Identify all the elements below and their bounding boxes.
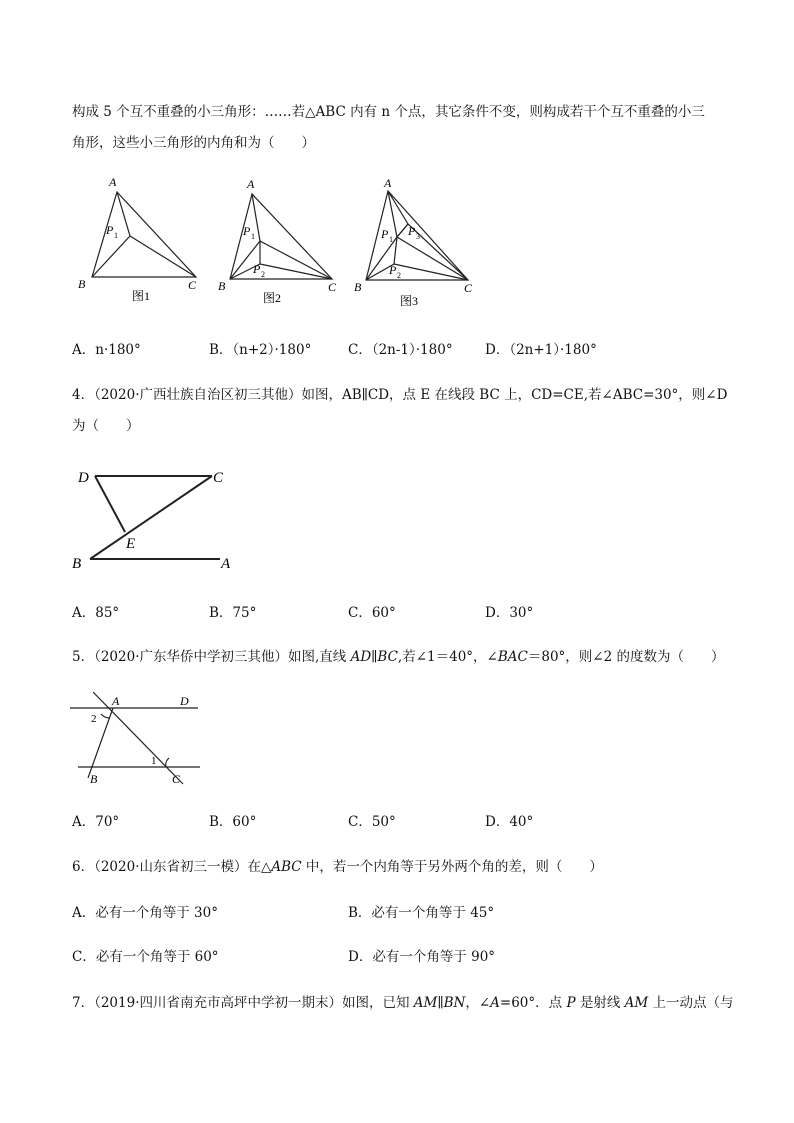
q4-option-c[interactable]: C．60° (348, 605, 396, 621)
fig3-label-p2-sub: 2 (397, 271, 401, 280)
fig2-label-p2: P (253, 262, 261, 276)
fig3-label-p1: P (381, 227, 389, 241)
fig1-label-p1-sub: 1 (114, 231, 118, 240)
fig3-caption: 图3 (400, 294, 419, 308)
q7-text-line1 (72, 993, 734, 1013)
q5-text-suffix: ＝80°，则∠2 的度数为（ ） (527, 649, 725, 665)
q3-option-c[interactable]: C．（2n-1）·180° (348, 342, 453, 358)
q6-option-a[interactable]: A．必有一个角等于 30° (72, 905, 218, 921)
q7-text-mid3: 是射线 (575, 995, 625, 1011)
q4-label-c: C (213, 470, 224, 486)
fig1-caption: 图1 (132, 289, 151, 303)
q7-text-bn: BN (443, 995, 466, 1011)
q4-label-a: A (221, 556, 231, 572)
q3-figure-3 (350, 172, 490, 312)
q7-text-mid2: =60°．点 (499, 995, 567, 1011)
fig2-label-c: C (328, 280, 337, 294)
q5-text-mid: ,若∠1＝40°，∠ (397, 649, 498, 665)
q6-option-d[interactable]: D．必有一个角等于 90° (348, 949, 496, 965)
fig2-label-a: A (247, 177, 255, 191)
q4-option-a[interactable]: A．85° (72, 605, 120, 621)
q4-text-line2: 为（ ） (72, 418, 140, 434)
q5-text-bc: BC (377, 649, 398, 665)
q3-text-line2: 角形，这些小三角形的内角和为（ ） (72, 135, 315, 151)
q5-text-prefix: 5．（2020·广东华侨中学初三其他）如图,直线 (72, 649, 351, 665)
fig3-label-p1-sub: 1 (389, 235, 393, 244)
fig2-label-b: B (218, 279, 226, 293)
fig3-label-c: C (464, 281, 473, 295)
q5-text-line1 (72, 647, 724, 667)
fig2-label-p1: P (243, 224, 251, 238)
q7-text-am: AM (413, 995, 438, 1011)
q5-option-c[interactable]: C．50° (348, 814, 396, 830)
fig1-label-a: A (109, 175, 117, 189)
fig2-label-p1-sub: 1 (251, 232, 255, 241)
fig1-label-p1: P (106, 223, 114, 237)
q6-option-c[interactable]: C．必有一个角等于 60° (72, 949, 219, 965)
q6-text-abc: ABC (271, 859, 302, 875)
q5-label-angle-2: 2 (91, 713, 97, 725)
q5-text-bac: BAC (497, 649, 528, 665)
q6-text-line1 (72, 857, 603, 877)
fig3-label-a: A (384, 176, 392, 190)
q5-label-angle-1: 1 (151, 755, 157, 767)
q5-text-ad: AD (350, 649, 372, 665)
q7-text-prefix: 7．（2019·四川省南充市高坪中学初一期末）如图，已知 (72, 995, 414, 1011)
q5-text-parallel: ∥ (371, 649, 378, 665)
q4-text-line1: 4．（2020·广西壮族自治区初三其他）如图，AB∥CD，点 E 在线段 BC 上，CD=CE,若∠ABC=30°，则∠D (72, 387, 728, 403)
q4-figure (70, 462, 245, 577)
fig3-label-b: B (354, 280, 362, 294)
fig3-label-p3-sub: 3 (416, 232, 420, 241)
q5-label-d: D (180, 694, 189, 708)
q7-text-p: P (566, 995, 576, 1011)
fig3-label-p3: P (408, 224, 416, 238)
fig1-label-b: B (78, 277, 86, 291)
q4-label-e: E (126, 536, 136, 552)
q3-text-line1: 构成 5 个互不重叠的小三角形：……若△ABC 内有 n 个点，其它条件不变，则构成若干个互不重叠的小三 (72, 104, 705, 120)
q4-label-b: B (72, 556, 82, 572)
q5-figure (68, 688, 208, 793)
q3-figure-1 (74, 172, 214, 307)
q5-option-d[interactable]: D．40° (485, 814, 534, 830)
q7-text-am2: AM (624, 995, 649, 1011)
q7-text-mid: ，∠ (465, 995, 491, 1011)
q6-text-prefix: 6．（2020·山东省初三一模）在△ (72, 859, 272, 875)
q5-label-a: A (112, 694, 120, 708)
q4-option-d[interactable]: D．30° (485, 605, 534, 621)
q3-option-a[interactable]: A．n·180° (72, 342, 141, 358)
q5-label-b: B (90, 772, 98, 786)
q3-option-d[interactable]: D．（2n+1）·180° (485, 342, 597, 358)
q5-option-b[interactable]: B．60° (209, 814, 257, 830)
fig2-label-p2-sub: 2 (261, 270, 265, 279)
q7-text-parallel: ∥ (437, 995, 444, 1011)
fig3-label-p2: P (389, 263, 397, 277)
q4-option-b[interactable]: B．75° (209, 605, 257, 621)
q7-text-suffix: 上一动点（与 (648, 995, 734, 1011)
q5-option-a[interactable]: A．70° (72, 814, 120, 830)
fig1-label-c: C (188, 278, 197, 292)
q3-option-b[interactable]: B．（n+2）·180° (209, 342, 312, 358)
q4-label-d: D (78, 470, 89, 486)
q3-figure-2 (216, 172, 346, 307)
fig2-caption: 图2 (263, 291, 282, 305)
q6-text-suffix: 中，若一个内角等于另外两个角的差，则（ ） (301, 859, 603, 875)
q5-label-c: C (172, 772, 181, 786)
q6-option-b[interactable]: B．必有一个角等于 45° (348, 905, 495, 921)
q7-text-a: A (490, 995, 500, 1011)
